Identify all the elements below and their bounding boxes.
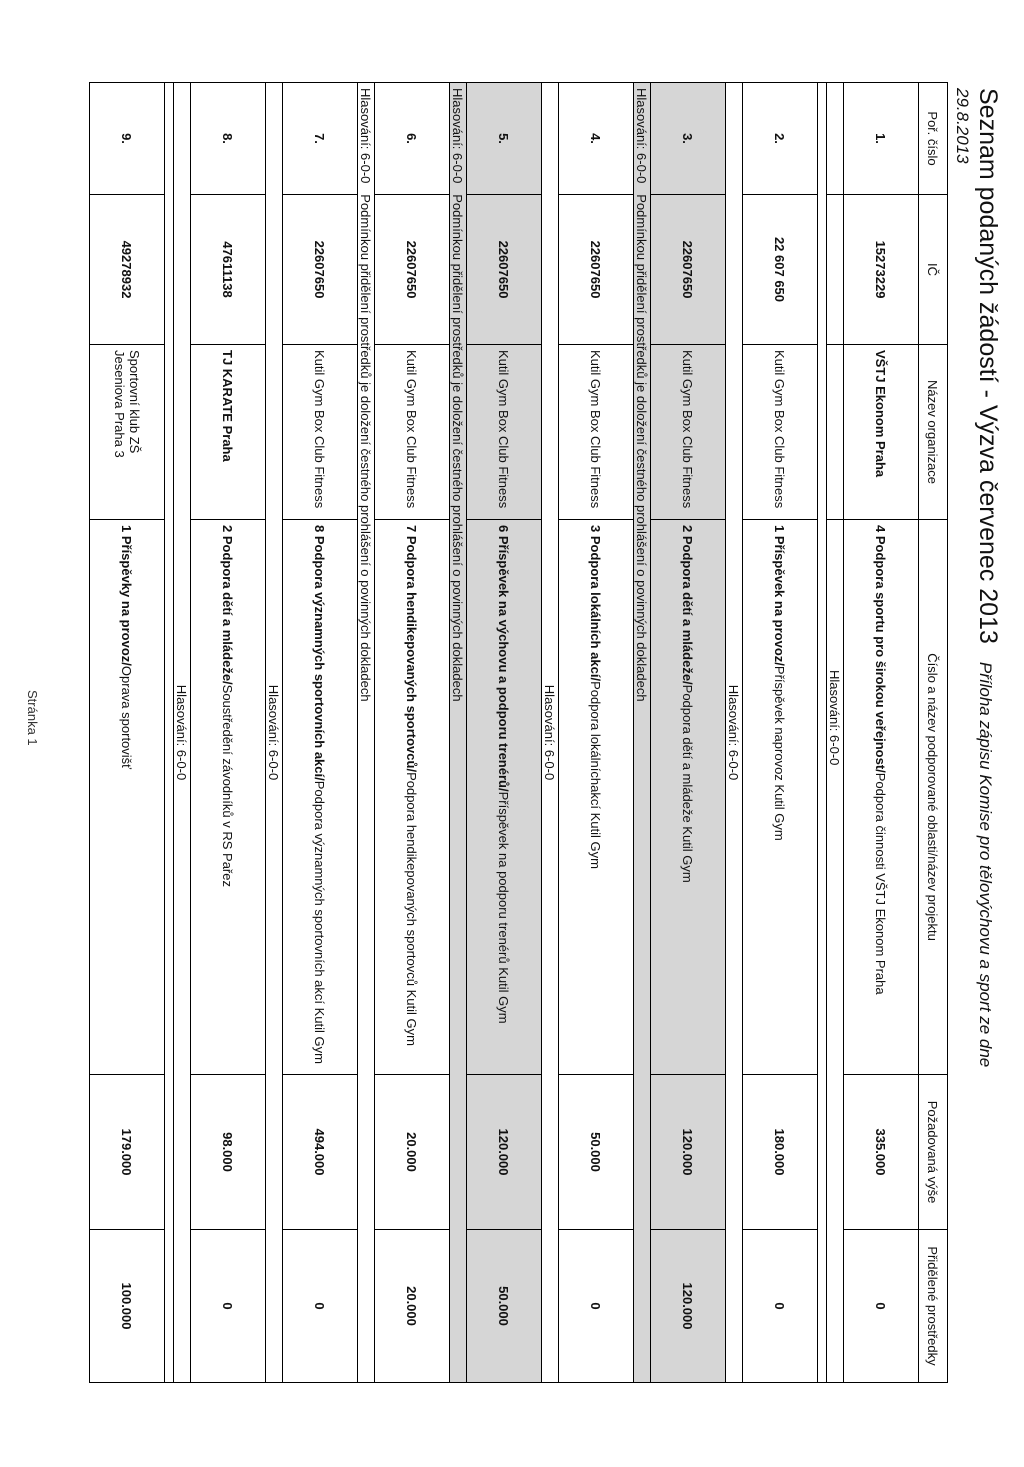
table-row: [559, 83, 634, 1383]
row-number: 7.: [283, 83, 358, 195]
row-organization: VŠTJ Ekonom Praha: [844, 345, 919, 520]
table-row: [191, 83, 266, 1383]
row-project: [90, 520, 165, 1075]
table-row: [375, 83, 450, 1383]
project-name: Podpora lokálníchakcí Kutil Gym: [588, 681, 604, 869]
row-ic: 22607650: [375, 195, 450, 345]
row-project: [191, 520, 266, 1075]
table-header-row: [919, 83, 948, 1383]
row-organization: Kutil Gym Box Club Fitness: [467, 345, 542, 520]
row-requested: 180.000: [743, 1075, 818, 1230]
table-row: [844, 83, 919, 1383]
row-requested: 494.000: [283, 1075, 358, 1230]
vote-result: Hlasování: 6-0-0: [358, 88, 374, 184]
column-header: Požadovaná výše: [919, 1075, 948, 1230]
vote-result: Hlasování: 6-0-0: [634, 88, 650, 184]
row-organization: Sportovní klub ZŠ Jeseniova Praha 3: [90, 345, 165, 520]
row-allocated: 0: [191, 1230, 266, 1383]
row-requested: 20.000: [375, 1075, 450, 1230]
row-ic: 22 607 650: [743, 195, 818, 345]
vote-row: [266, 83, 283, 1383]
row-requested: 98.000: [191, 1075, 266, 1230]
row-allocated: 50.000: [467, 1230, 542, 1383]
document-date: 29.8.2013: [953, 88, 972, 164]
project-name: Podpora významných sportovních akcí Kutil Gym: [312, 780, 328, 1064]
vote-result: Hlasování: 6-0-0: [827, 520, 844, 1383]
row-ic: 15273229: [844, 195, 919, 345]
row-allocated: 0: [844, 1230, 919, 1383]
vote-result: Hlasování: 6-0-0: [266, 83, 283, 1383]
column-header: Číslo a název podporované oblasti/název projektu: [919, 520, 948, 1075]
row-project: [467, 520, 542, 1075]
condition-note: Podmínkou přidělení prostředků je doložení čestného prohlášení o povinných dokladech: [450, 194, 466, 702]
row-number: 9.: [90, 83, 165, 195]
row-allocated: 0: [559, 1230, 634, 1383]
title-text: Seznam podaných žádostí - Výzva červenec 2013: [974, 88, 1002, 644]
row-organization: Kutil Gym Box Club Fitness: [283, 345, 358, 520]
document-title: [973, 88, 1002, 1067]
row-allocated: 20.000: [375, 1230, 450, 1383]
project-area: 2 Podpora dětí a mládeže/: [220, 525, 236, 685]
row-requested: 179.000: [90, 1075, 165, 1230]
row-ic: 49278932: [90, 195, 165, 345]
project-name: Podpora činnosti VŠTJ Ekonom Praha: [873, 772, 889, 995]
column-header: Název organizace: [919, 345, 948, 520]
row-organization: Kutil Gym Box Club Fitness: [559, 345, 634, 520]
column-header: Přidělené prostředky: [919, 1230, 948, 1383]
column-header: Poř. číslo: [919, 83, 948, 195]
row-ic: 22607650: [283, 195, 358, 345]
row-allocated: 100.000: [90, 1230, 165, 1383]
table-row: [743, 83, 818, 1383]
table-row: [90, 83, 165, 1383]
row-allocated: 0: [743, 1230, 818, 1383]
row-organization: Kutil Gym Box Club Fitness: [375, 345, 450, 520]
row-requested: 335.000: [844, 1075, 919, 1230]
condition-note: Podmínkou přidělení prostředků je doložení čestného prohlášení o povinných dokladech: [358, 194, 374, 702]
table-row: [283, 83, 358, 1383]
project-name: Podpora dětí a mládeže Kutil Gym: [680, 684, 696, 883]
vote-row: [542, 83, 559, 1383]
title-subtitle: Příloha zápisu Komise pro tělovýchovu a sport ze dne: [976, 661, 995, 1068]
condition-note: Podmínkou přidělení prostředků je doložení čestného prohlášení o povinných dokladech: [634, 194, 650, 702]
row-ic: 22607650: [467, 195, 542, 345]
vote-row: [634, 83, 651, 1383]
row-requested: 120.000: [651, 1075, 726, 1230]
project-name: Příspěvek naprovoz Kutil Gym: [772, 665, 788, 841]
row-number: 3.: [651, 83, 726, 195]
project-name: Příspěvek na podporu trenérů Kutil Gym: [496, 791, 512, 1024]
vote-row: [726, 83, 743, 1383]
project-area: 2 Podpora dětí a mládeže/: [680, 525, 696, 685]
vote-condition-cell: [358, 83, 375, 1383]
row-organization: Kutil Gym Box Club Fitness: [651, 345, 726, 520]
project-area: 4 Podpora sportu pro širokou veřejnost/: [873, 525, 889, 773]
row-organization: TJ KARATE Praha: [191, 345, 266, 520]
row-number: 8.: [191, 83, 266, 195]
vote-result: Hlasování: 6-0-0: [726, 83, 743, 1383]
vote-result: Hlasování: 6-0-0: [450, 88, 466, 184]
project-area: 1 Příspěvek na provoz/: [772, 525, 788, 666]
project-area: 1 Příspěvky na provoz/: [119, 525, 135, 666]
row-requested: 120.000: [467, 1075, 542, 1230]
row-number: 6.: [375, 83, 450, 195]
project-area: 6 Příspěvek na výchovu a podporu trenérů/: [496, 525, 512, 792]
project-area: 3 Podpora lokálních akcí/: [588, 525, 604, 682]
project-name: Oprava sportovišť: [119, 665, 135, 770]
vote-condition-cell: [634, 83, 651, 1383]
row-organization: Kutil Gym Box Club Fitness: [743, 345, 818, 520]
row-ic: 22607650: [559, 195, 634, 345]
row-number: 5.: [467, 83, 542, 195]
grant-applications-table: [89, 82, 948, 1383]
row-project: [375, 520, 450, 1075]
vote-row: [450, 83, 467, 1383]
row-project: [283, 520, 358, 1075]
row-allocated: 0: [283, 1230, 358, 1383]
row-requested: 50.000: [559, 1075, 634, 1230]
row-project: [651, 520, 726, 1075]
vote-row: [827, 83, 844, 1383]
vote-result: Hlasování: 6-0-0: [174, 83, 191, 1383]
project-name: Soustředění závodníků v RS Pařez: [220, 684, 236, 887]
row-project: [559, 520, 634, 1075]
project-area: 8 Podpora významných sportovních akcí/: [312, 525, 328, 781]
row-number: 1.: [844, 83, 919, 195]
row-number: 4.: [559, 83, 634, 195]
vote-condition-cell: [450, 83, 467, 1383]
column-header: IČ: [919, 195, 948, 345]
vote-row: [174, 83, 191, 1383]
table-row: [467, 83, 542, 1383]
row-ic: 22607650: [651, 195, 726, 345]
row-number: 2.: [743, 83, 818, 195]
table-row: [651, 83, 726, 1383]
row-allocated: 120.000: [651, 1230, 726, 1383]
vote-row: [358, 83, 375, 1383]
project-area: 7 Podpora hendikepovaných sportovců/: [404, 525, 420, 773]
row-project: [844, 520, 919, 1075]
vote-result: Hlasování: 6-0-0: [542, 83, 559, 1383]
row-ic: 47611138: [191, 195, 266, 345]
project-name: Podpora hendikepovaných sportovců Kutil Gym: [404, 772, 420, 1046]
row-project: [743, 520, 818, 1075]
page-footer: Stránka 1: [25, 690, 40, 746]
